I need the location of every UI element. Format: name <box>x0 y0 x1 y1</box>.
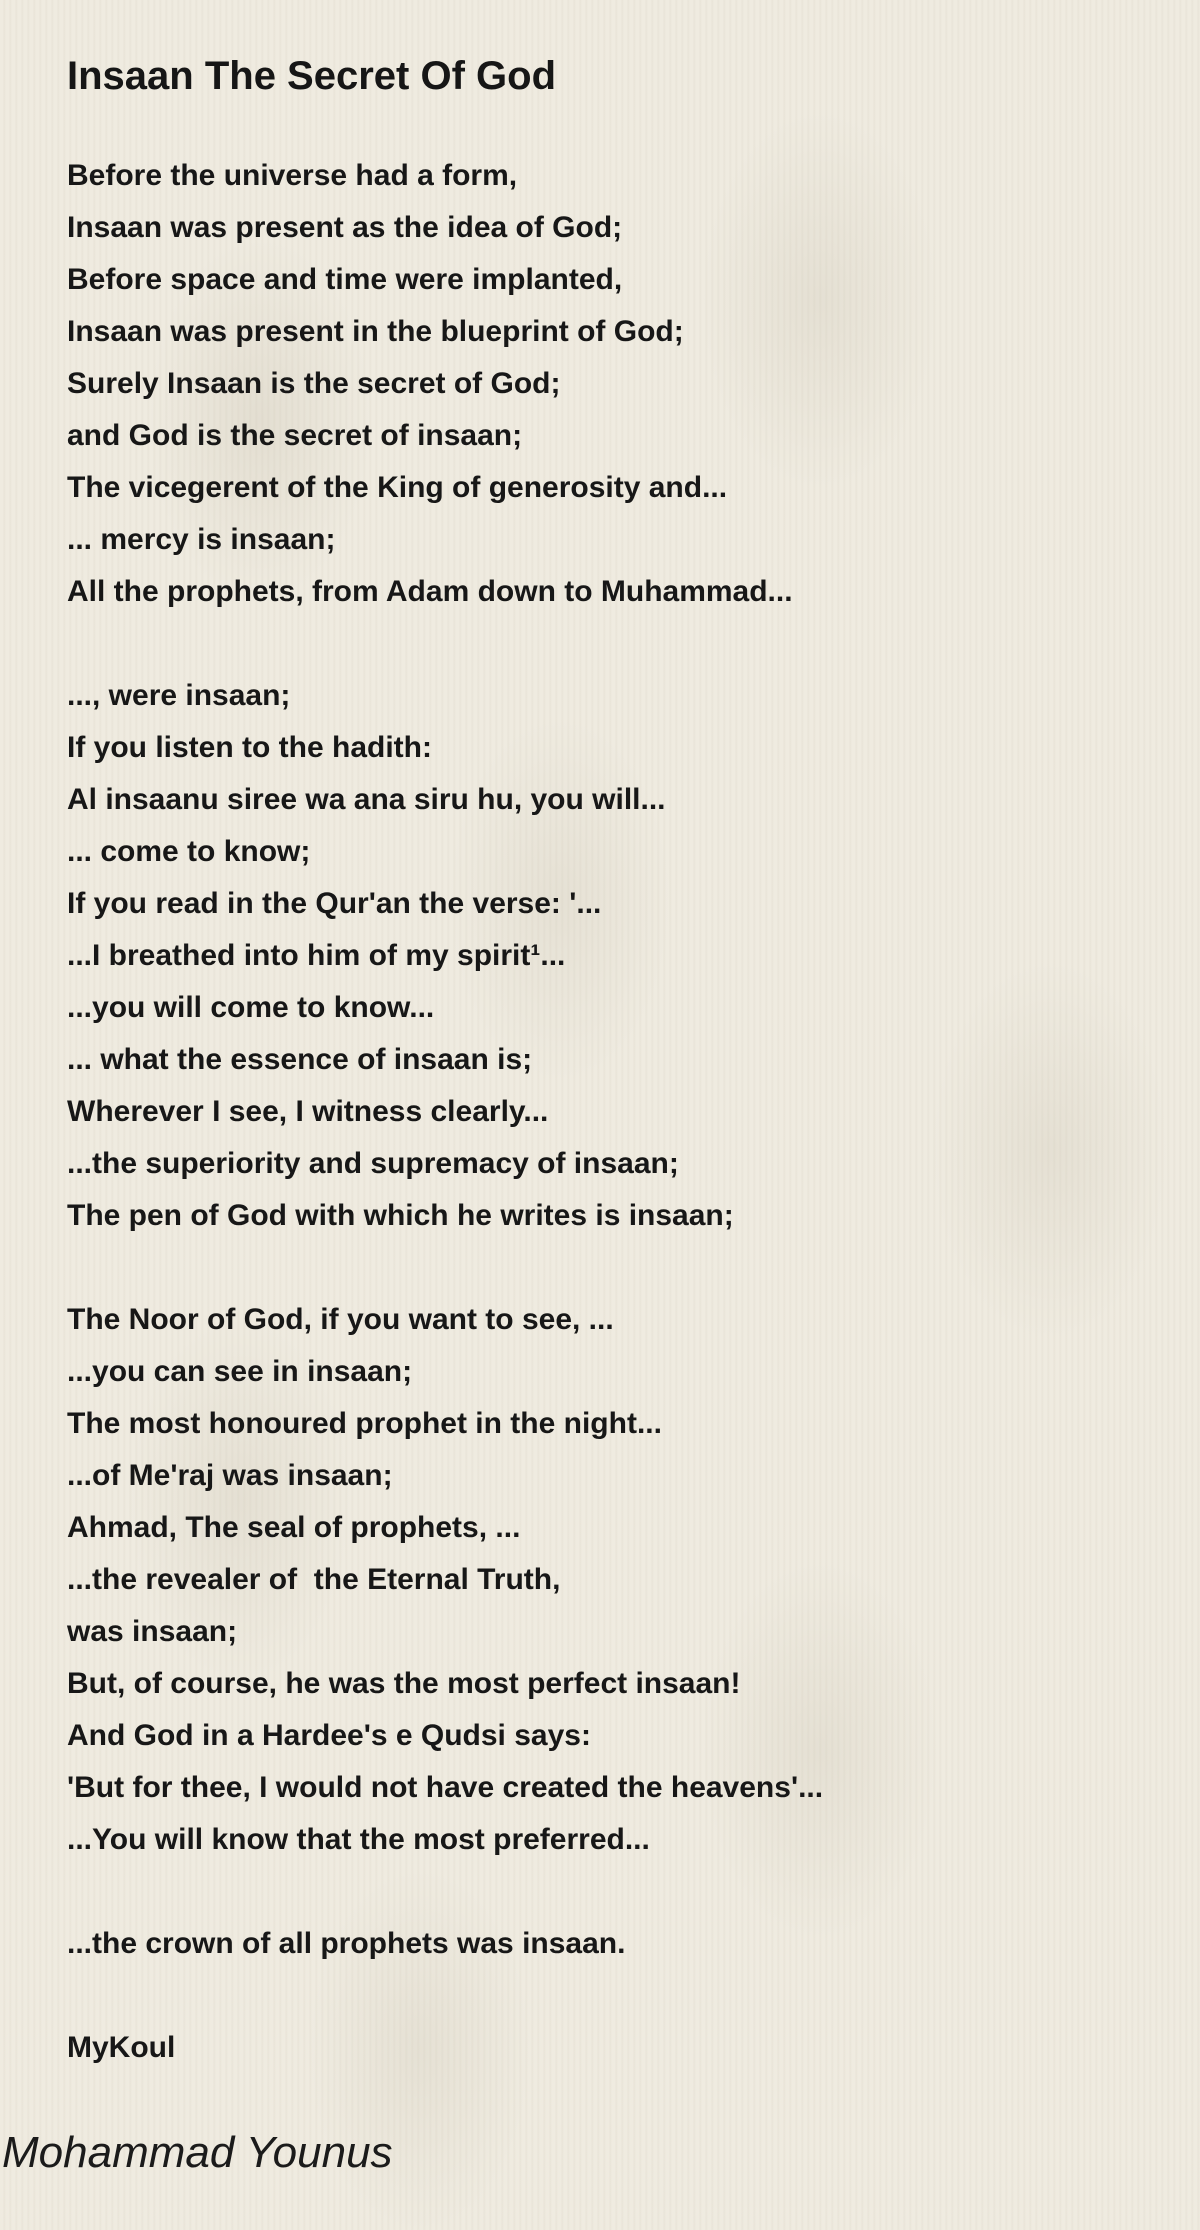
poem-line: The vicegerent of the King of generosity and... <box>67 471 728 504</box>
poem-line: ...You will know that the most preferred... <box>67 1823 650 1856</box>
poem-line: Before space and time were implanted, <box>67 263 623 296</box>
poem-line: If you read in the Qur'an the verse: '... <box>67 887 602 920</box>
poem-title: Insaan The Secret Of God <box>67 54 557 98</box>
poem-line: Insaan was present in the blueprint of God; <box>67 315 684 348</box>
poem-line: ...the revealer of the Eternal Truth, <box>67 1563 561 1596</box>
poem-line: The most honoured prophet in the night... <box>67 1407 662 1440</box>
poem-line: ...the crown of all prophets was insaan. <box>67 1927 626 1960</box>
stanza-break <box>67 618 1147 670</box>
poem-line: ...you can see in insaan; <box>67 1355 413 1388</box>
poem-line: ...I breathed into him of my spirit¹... <box>67 939 566 972</box>
poem-line: and God is the secret of insaan; <box>67 419 523 452</box>
poem-line: Wherever I see, I witness clearly... <box>67 1095 549 1128</box>
poem-line: And God in a Hardee's e Qudsi says: <box>67 1719 591 1752</box>
poem-line: ...the superiority and supremacy of insaan; <box>67 1147 679 1180</box>
stanza-break <box>67 1242 1147 1294</box>
poem-line: Al insaanu siree wa ana siru hu, you will... <box>67 783 666 816</box>
poem-line: ...of Me'raj was insaan; <box>67 1459 393 1492</box>
poem-line: ..., were insaan; <box>67 679 291 712</box>
poem-line: Insaan was present as the idea of God; <box>67 211 623 244</box>
poem-line: Ahmad, The seal of prophets, ... <box>67 1511 521 1544</box>
poem-line: The Noor of God, if you want to see, ... <box>67 1303 614 1336</box>
poem-line: ... what the essence of insaan is; <box>67 1043 533 1076</box>
poem-line: Surely Insaan is the secret of God; <box>67 367 561 400</box>
poem-line: MyKoul <box>67 2031 176 2064</box>
poem-line: If you listen to the hadith: <box>67 731 432 764</box>
poem-line: ... mercy is insaan; <box>67 523 336 556</box>
author-name: Mohammad Younus <box>2 2128 393 2177</box>
stanza-break <box>67 1970 1147 2022</box>
stanza-break <box>67 1866 1147 1918</box>
poem-line: Before the universe had a form, <box>67 159 518 192</box>
poem-line: was insaan; <box>67 1615 238 1648</box>
poem-body <box>67 150 1147 2074</box>
poem-line: All the prophets, from Adam down to Muhammad... <box>67 575 793 608</box>
poem-line: ...you will come to know... <box>67 991 435 1024</box>
poem-line: 'But for thee, I would not have created the heavens'... <box>67 1771 824 1804</box>
poem-line: ... come to know; <box>67 835 311 868</box>
poem-line: But, of course, he was the most perfect insaan! <box>67 1667 741 1700</box>
poem-line: The pen of God with which he writes is insaan; <box>67 1199 734 1232</box>
